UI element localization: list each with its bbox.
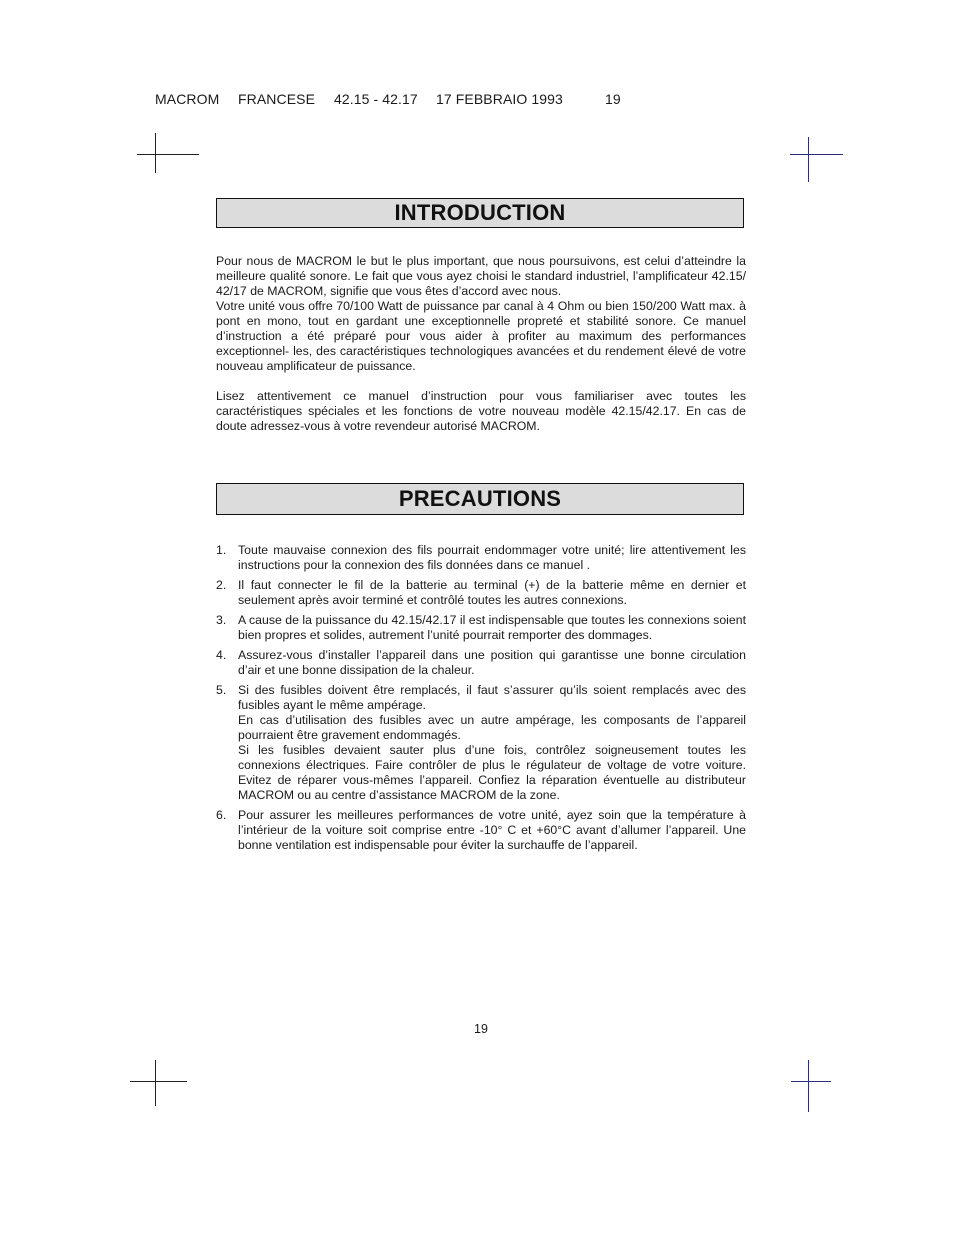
list-item-text: Il faut connecter le fil de la batterie au terminal (+) de la batterie même en dernier et seulement après avoir terminé et contrôlé toutes les autres connexions. [238, 578, 746, 607]
introduction-body [216, 254, 746, 434]
list-item-number: 3. [216, 613, 227, 627]
page-number: 19 [474, 1022, 488, 1036]
running-header [155, 91, 621, 109]
introduction-heading-box [216, 198, 744, 228]
list-item-text: A cause de la puissance du 42.15/42.17 il est indispensable que toutes les connexions soient bien propres et solides, autrement l’unité pourrait remporter des dommages. [238, 613, 746, 642]
introduction-paragraph: Votre unité vous offre 70/100 Watt de puissance par canal à 4 Ohm ou bien 150/200 Watt max. à pont en mono, tout en gardant une exceptionnelle propreté et stabilité sonore. Ce manuel d’instruction a été préparé pour vous aider à profiter au maximum des performances exceptionnel- les, des caractéristiques technologiques avancées et du rendement élevé de votre nouveau amplificateur de puissance. [216, 299, 746, 373]
list-item [216, 683, 746, 803]
list-item [216, 578, 746, 608]
header-date: 17 FEBBRAIO 1993 [436, 91, 563, 107]
list-item-text: Assurez-vous d’installer l’appareil dans une position qui garantisse une bonne circulation d’air et une bonne dissipation de la chaleur. [238, 648, 746, 677]
list-item-number: 5. [216, 683, 227, 697]
list-item-text: Si les fusibles devaient sauter plus d’une fois, contrôlez soigneusement toutes les connexions électriques. Faire contrôler de plus le régulateur de voltage de votre voiture. Evitez de réparer vous-mêmes l’appareil. Confiez la réparation éventuelle au distributeur MACROM ou au centre d’assistance MACROM de la zone. [238, 743, 746, 802]
precautions-list [216, 543, 746, 858]
list-item [216, 613, 746, 643]
list-item-number: 6. [216, 808, 227, 822]
header-models: 42.15 - 42.17 [334, 91, 418, 107]
precautions-heading-box [216, 483, 744, 515]
list-item-number: 2. [216, 578, 227, 592]
header-language: FRANCESE [238, 91, 316, 107]
introduction-paragraph: Pour nous de MACROM le but le plus important, que nous poursuivons, est celui d’atteindre la meilleure qualité sonore. Le fait que vous ayez choisi le standard industriel, l’amplificateur 42.15/ 42/17 de MACROM, signifie que vous êtes d’accord avec nous. [216, 254, 746, 298]
list-item-number: 1. [216, 543, 227, 557]
list-item-text: Si des fusibles doivent être remplacés, il faut s’assurer qu’ils soient remplacés avec des fusibles ayant le même ampérage. [238, 683, 746, 712]
list-item [216, 808, 746, 853]
list-item-number: 4. [216, 648, 227, 662]
list-item [216, 543, 746, 573]
list-item [216, 648, 746, 678]
list-item-text: Pour assurer les meilleures performances de votre unité, ayez soin que la température à l’intérieur de la voiture soit comprise entre -10° C et +60°C avant d’allumer l’appareil. Une bonne ventilation est indispensable pour éviter la surchauffe de l’appareil. [238, 808, 746, 852]
list-item-text: Toute mauvaise connexion des fils pourrait endommager votre unité; lire attentivement les instructions pour la connexion des fils données dans ce manuel . [238, 543, 746, 572]
header-brand: MACROM [155, 91, 220, 107]
introduction-paragraph: Lisez attentivement ce manuel d’instruction pour vous familiariser avec toutes les caractéristiques spéciales et les fonctions de votre nouveau modèle 42.15/42.17. En cas de doute adressez-vous à votre revendeur autorisé MACROM. [216, 389, 746, 433]
header-page: 19 [605, 91, 621, 107]
introduction-title: INTRODUCTION [394, 200, 566, 225]
precautions-title: PRECAUTIONS [398, 486, 562, 511]
list-item-text: En cas d’utilisation des fusibles avec un autre ampérage, les composants de l’appareil pourraient être gravement endommagés. [238, 713, 746, 742]
